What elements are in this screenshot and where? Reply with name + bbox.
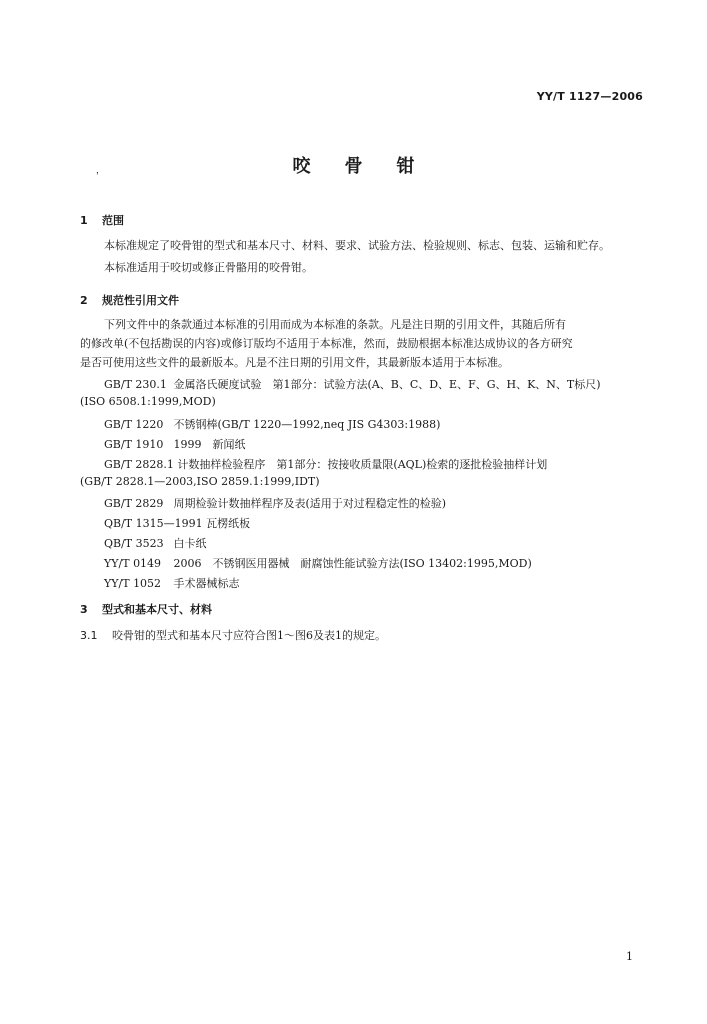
ref-title: 白卡纸 bbox=[173, 537, 207, 550]
ref-code: QB/T 3523 bbox=[104, 537, 164, 550]
ref-code: QB/T 1315—1991 bbox=[104, 517, 203, 530]
section-title: 范围 bbox=[102, 214, 124, 227]
ref-item bbox=[104, 495, 446, 511]
section-title: 型式和基本尺寸、材料 bbox=[102, 603, 212, 616]
clause-text: 咬骨钳的型式和基本尺寸应符合图1～图6及表1的规定。 bbox=[112, 629, 386, 642]
ref-title: 计数抽样检验程序 第1部分：按接收质量限(AQL)检索的逐批检验抽样计划 bbox=[177, 458, 548, 471]
title-mark: ， bbox=[96, 166, 106, 176]
ref-item bbox=[104, 555, 532, 571]
ref-code: GB/T 1910 bbox=[104, 438, 164, 451]
ref-continuation: (ISO 6508.1:1999,MOD) bbox=[80, 395, 216, 408]
ref-code: GB/T 2828.1 bbox=[104, 458, 174, 471]
ref-item bbox=[104, 515, 250, 531]
ref-code: GB/T 2829 bbox=[104, 497, 164, 510]
ref-code: YY/T 1052 bbox=[104, 577, 162, 590]
ref-item bbox=[104, 456, 547, 472]
ref-title: 2006 不锈钢医用器械 耐腐蚀性能试验方法(ISO 13402:1995,MOD) bbox=[173, 557, 532, 570]
section-number: 1 bbox=[80, 214, 88, 227]
ref-title: 手术器械标志 bbox=[173, 577, 240, 590]
document-title: 咬骨钳 bbox=[292, 156, 449, 177]
ref-item bbox=[104, 416, 440, 432]
ref-item bbox=[104, 575, 240, 591]
ref-title: 瓦楞纸板 bbox=[206, 517, 251, 530]
ref-title: 不锈钢棒(GB/T 1220—1992,neq JIS G4303:1988) bbox=[173, 418, 441, 431]
section-number: 2 bbox=[80, 294, 88, 307]
ref-item bbox=[104, 436, 246, 452]
ref-title: 金属洛氏硬度试验 第1部分：试验方法(A、B、C、D、E、F、G、H、K、N、T标尺) bbox=[173, 378, 601, 391]
refs-intro-line-2: 的修改单(不包括勘误的内容)或修订版均不适用于本标准，然而，鼓励根据本标准达成协议的各方研究 bbox=[80, 337, 573, 350]
standard-number: YY/T 1127—2006 bbox=[536, 90, 643, 103]
clause-3-1 bbox=[80, 627, 386, 643]
ref-code: GB/T 230.1 bbox=[104, 378, 167, 391]
section-heading-scope bbox=[80, 212, 124, 228]
scope-line-2: 本标准适用于咬切或修正骨骼用的咬骨钳。 bbox=[104, 261, 313, 274]
section-title: 规范性引用文件 bbox=[102, 294, 179, 307]
ref-code: YY/T 0149 bbox=[104, 557, 162, 570]
ref-item bbox=[104, 535, 207, 551]
ref-continuation: (GB/T 2828.1—2003,ISO 2859.1:1999,IDT) bbox=[80, 475, 320, 488]
clause-number: 3.1 bbox=[80, 629, 98, 642]
refs-intro-line-3: 是否可使用这些文件的最新版本。凡是不注日期的引用文件，其最新版本适用于本标准。 bbox=[80, 356, 509, 369]
section-heading-type-dims bbox=[80, 601, 212, 617]
page-number: 1 bbox=[626, 950, 633, 963]
refs-intro-line-1: 下列文件中的条款通过本标准的引用而成为本标准的条款。凡是注日期的引用文件，其随后所有 bbox=[104, 318, 566, 331]
scope-line-1: 本标准规定了咬骨钳的型式和基本尺寸、材料、要求、试验方法、检验规则、标志、包装、运输和贮存。 bbox=[104, 239, 610, 252]
ref-title: 1999 新闻纸 bbox=[173, 438, 246, 451]
ref-item bbox=[104, 376, 601, 392]
section-number: 3 bbox=[80, 603, 88, 616]
section-heading-normative-refs bbox=[80, 292, 179, 308]
ref-code: GB/T 1220 bbox=[104, 418, 164, 431]
ref-title: 周期检验计数抽样程序及表(适用于对过程稳定性的检验) bbox=[173, 497, 447, 510]
